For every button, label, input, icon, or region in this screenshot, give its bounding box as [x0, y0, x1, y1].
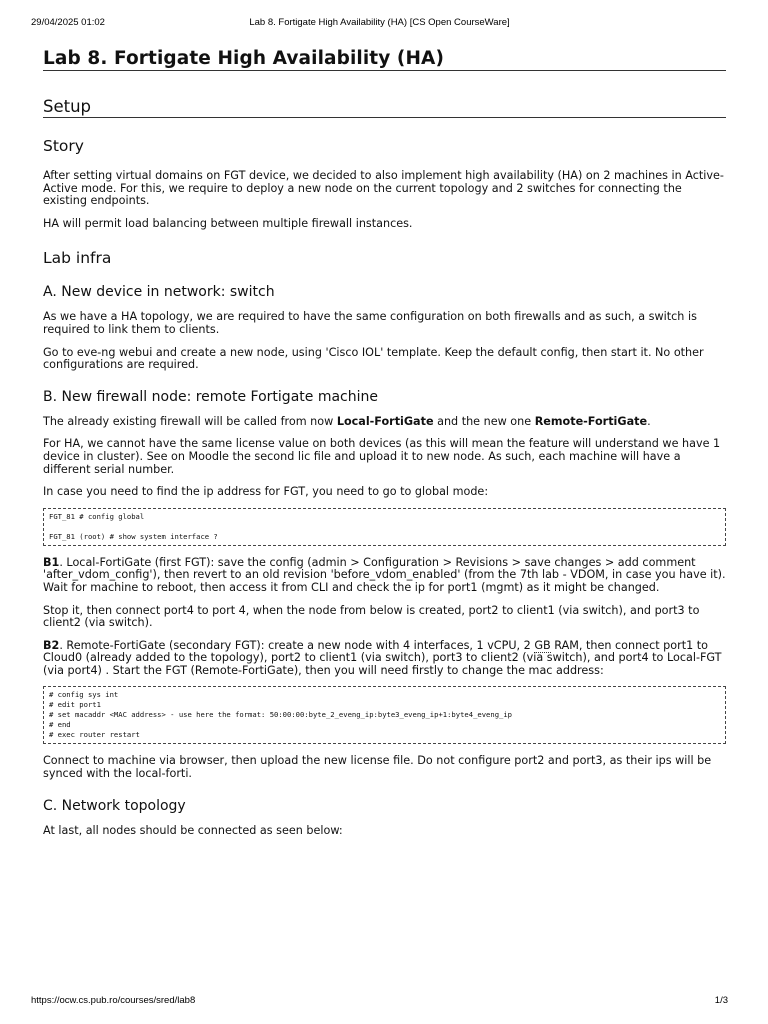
print-datetime: 29/04/2025 01:02	[31, 17, 105, 28]
print-url[interactable]: https://ocw.cs.pub.ro/courses/sred/lab8	[31, 995, 196, 1006]
gb-abbreviation: GB	[534, 638, 551, 652]
step-b1-label: B1	[43, 555, 60, 569]
code-line: # config sys int	[49, 690, 119, 700]
section-b-paragraph-5: Connect to machine via browser, then upload the new license file. Do not configure port2 and port3, as their ips will be synced with the local-forti.	[43, 754, 712, 781]
story-heading: Story	[43, 137, 84, 155]
code-block-global-mode[interactable]	[43, 508, 726, 546]
print-header	[31, 17, 728, 29]
section-c-heading: C. Network topology	[43, 797, 186, 814]
step-b2-paragraph: B2. Remote-FortiGate (secondary FGT): create a new node with 4 interfaces, 1 vCPU, 2 GB RAM, then connect port1 to Cloud0 (already added to the topology), port2 to client1 (via switch), port3 to client2 (via switch), and port4 to Local-FGT (via port4) . Start the FGT (Remote-FortiGate), then you will need firstly to change the mac address:	[43, 638, 722, 677]
page-title: Lab 8. Fortigate High Availability (HA)	[43, 48, 726, 71]
story-paragraph-1: After setting virtual domains on FGT device, we decided to also implement high availability (HA) on 2 machines in Active-Active mode. For this, we require to deploy a new node on the current topology and 2 switches for connecting the existing endpoints.	[43, 169, 724, 208]
code-line: # end	[49, 720, 71, 730]
code-line: # set macaddr <MAC address> - use here the format: 50:00:00:byte_2_eveng_ip:byte3_eveng_ip+1:byte4_eveng_ip	[49, 710, 513, 720]
code-line: # exec router restart	[49, 730, 140, 740]
code-line: # edit port1	[49, 700, 101, 710]
section-b-paragraph-4: Stop it, then connect port4 to port 4, when the node from below is created, port2 to client1 (via switch), and port3 to client2 (via switch).	[43, 603, 700, 630]
step-b2-label: B2	[43, 638, 60, 652]
local-fortigate-label: Local-FortiGate	[336, 414, 434, 428]
setup-heading: Setup	[43, 97, 726, 118]
story-paragraph-2: HA will permit load balancing between multiple firewall instances.	[43, 216, 413, 230]
print-doc-title: Lab 8. Fortigate High Availability (HA) [CS Open CourseWare]	[249, 17, 510, 28]
code-line: FGT_81 # config global	[49, 511, 145, 521]
section-b-paragraph-2: For HA, we cannot have the same license value on both devices (as this will mean the feature will understand we have 1 device in cluster). See on Moodle the second lic file and upload it to new node. As such, each machine will have a different serial number.	[43, 437, 721, 476]
section-c-paragraph-1: At last, all nodes should be connected as seen below:	[43, 823, 343, 837]
print-page-number: 1/3	[714, 995, 728, 1006]
code-block-mac-config[interactable]	[43, 686, 726, 744]
section-b-paragraph-1: The already existing firewall will be called from now Local-FortiGate and the new one Remote-FortiGate.	[43, 414, 651, 428]
section-a-paragraph-1: As we have a HA topology, we are required to have the same configuration on both firewalls and as such, a switch is required to link them to clients.	[43, 310, 697, 336]
lab-infra-heading: Lab infra	[43, 249, 112, 268]
code-line: FGT_81 (root) # show system interface ?	[49, 531, 218, 541]
section-a-heading: A. New device in network: switch	[43, 284, 275, 301]
section-b-paragraph-3: In case you need to find the ip address for FGT, you need to go to global mode:	[43, 485, 489, 499]
code-line	[49, 522, 720, 532]
page-content	[43, 48, 726, 837]
section-b-heading: B. New firewall node: remote Fortigate machine	[43, 388, 378, 405]
section-a-paragraph-2: Go to eve-ng webui and create a new node, using 'Cisco IOL' template. Keep the default config, then start it. No other configurations are required.	[43, 345, 704, 372]
step-b1-paragraph: B1. Local-FortiGate (first FGT): save the config (admin > Configuration > Revisions > save changes > add comment 'after_vdom_config'), then revert to an old revision 'before_vdom_enabled' (from the 7th lab - VDOM, in case you have it). Wait for machine to reboot, then access it from CLI and check the ip for port1 (mgmt) as it might be changed.	[43, 555, 726, 594]
remote-fortigate-label: Remote-FortiGate	[534, 414, 648, 428]
